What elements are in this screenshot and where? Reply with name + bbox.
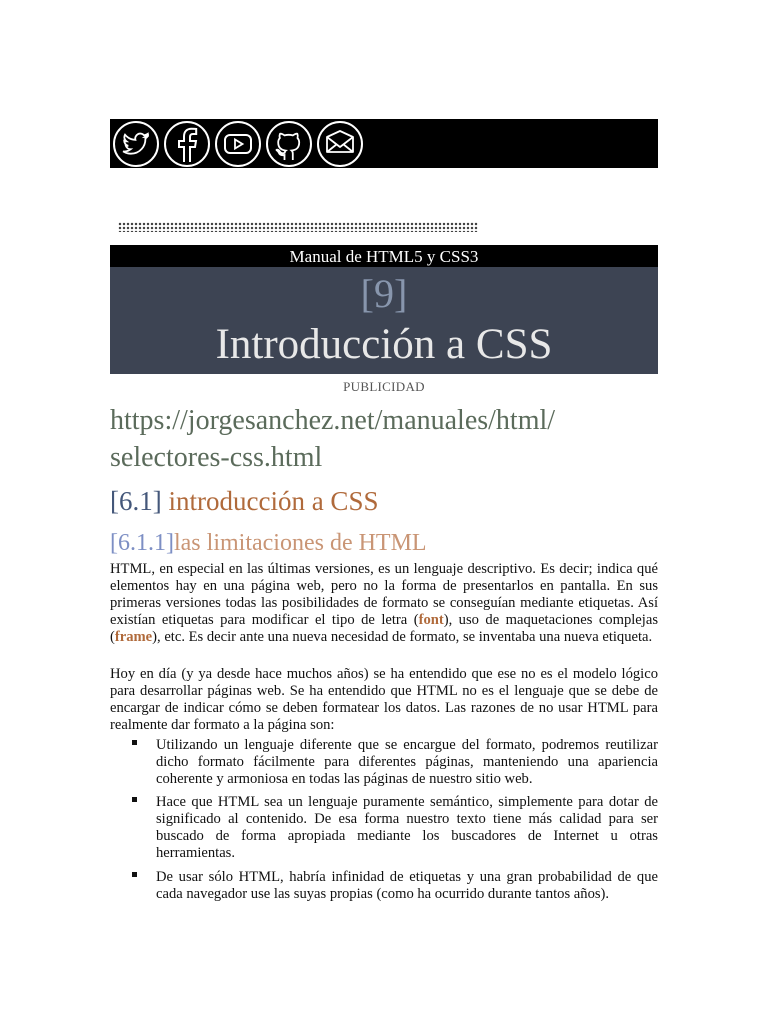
subsection-heading: [110, 528, 427, 558]
subsection-title: las limitaciones de HTML: [173, 530, 427, 556]
mail-icon[interactable]: [316, 120, 364, 168]
keyword-frame: frame: [114, 629, 153, 645]
chapter-number: [9]: [360, 271, 408, 316]
manual-title-bar: Manual de HTML5 y CSS3: [110, 245, 658, 267]
section-heading: [110, 484, 378, 518]
keyword-font: font: [418, 612, 444, 628]
dotted-pattern-strip: [118, 222, 478, 232]
twitter-icon[interactable]: [112, 120, 160, 168]
chapter-header: [110, 267, 658, 374]
subsection-number: [6.1.1]: [110, 530, 174, 556]
source-url-line-1[interactable]: https://jorgesanchez.net/manuales/html/: [110, 405, 556, 436]
youtube-icon[interactable]: [214, 120, 262, 168]
bullet-square-icon: [132, 797, 137, 802]
bullet-square-icon: [132, 740, 137, 745]
paragraph-1-text-c: ), etc. Es decir ante una nueva necesidad de formato, se inventaba una nueva etiqueta.: [152, 629, 653, 645]
chapter-title: Introducción a CSS: [215, 321, 553, 368]
list-item-text: Utilizando un lenguaje diferente que se encargue del formato, podremos reutilizar dicho formato fácilmente para diferentes páginas, manteniendo una apariencia coherente y armoniosa en todas las páginas de nuestro sitio web.: [156, 737, 658, 787]
paragraph-1-text-b: ), uso de maquetaciones complejas (: [110, 612, 658, 645]
facebook-icon[interactable]: [163, 120, 211, 168]
social-links-bar: [110, 119, 658, 168]
paragraph-2: Hoy en día (y ya desde hace muchos años) se ha entendido que ese no es el modelo lógico para desarrollar páginas web. Se ha entendido que HTML no es el lenguaje que se debe de encargar de indicar cómo se deben formatear los datos. Las razones de no usar HTML para realmente dar formato a la página son:: [110, 666, 658, 733]
paragraph-1: [110, 561, 658, 646]
section-number: [6.1]: [110, 486, 162, 516]
section-title: introducción a CSS: [161, 486, 379, 516]
paragraph-1-text-a: HTML, en especial en las últimas versiones, es un lenguaje descriptivo. Es decir; indica qué elementos hay en una página web, pero no la forma de presentarlos en pantalla. En sus primeras versiones todas las posibilidades de formato se conseguían mediante etiquetas. Así existían etiquetas para modificar el tipo de letra (: [110, 561, 658, 628]
publicidad-label: PUBLICIDAD: [343, 379, 425, 394]
list-item-text: Hace que HTML sea un lenguaje puramente semántico, simplemente para dotar de significado al contenido. De esa forma nuestro texto tiene más calidad para ser buscado de forma apropiada mediante los buscadores de Internet u otras herramientas.: [156, 794, 658, 861]
bullet-square-icon: [132, 872, 137, 877]
source-url-line-2[interactable]: selectores-css.html: [110, 442, 323, 473]
github-icon[interactable]: [265, 120, 313, 168]
list-item-text: De usar sólo HTML, habría infinidad de etiquetas y una gran probabilidad de que cada navegador use las suyas propias (como ha ocurrido durante tantos años).: [156, 869, 658, 902]
